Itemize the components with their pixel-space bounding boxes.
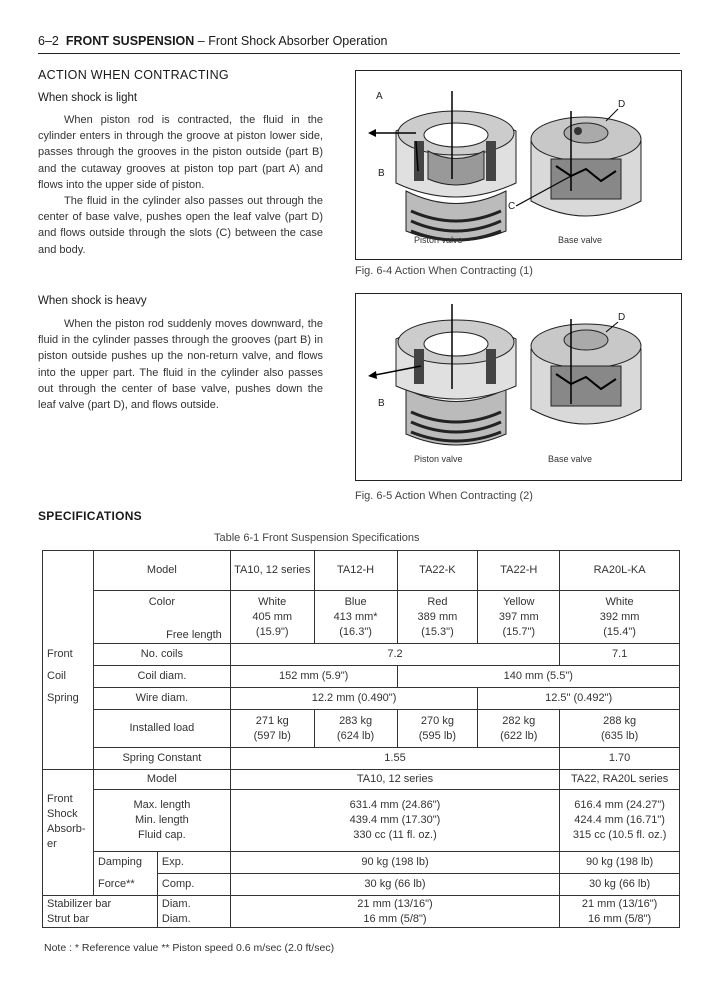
page-number: 6–2 xyxy=(38,34,59,48)
figure-6-4 xyxy=(355,70,682,260)
coils-value-a: 7.2 xyxy=(230,644,559,666)
bar-values-a: 21 mm (13/16") 16 mm (5/8") xyxy=(230,896,559,928)
max-length-label: Max. length xyxy=(133,799,191,811)
contracting-title: ACTION WHEN CONTRACTING xyxy=(38,68,229,82)
figure-6-5-illustration xyxy=(356,294,681,480)
shock-group-front: Front xyxy=(47,792,73,805)
coil-group-cell xyxy=(43,551,94,591)
heavy-paragraph-1: When the piston rod suddenly moves downward, the fluid in the cylinder passes through the grooves (part B) in piston outside pushes up the non-return valve, and flows into the upper part. The fluid in the cylinder also passes out through the center of base valve, pushes down the leaf valve (part D), and flows outside. xyxy=(38,318,323,412)
strut-bar-label: Strut bar xyxy=(47,912,90,925)
base-valve-drawing xyxy=(516,109,641,216)
coil-model-5: RA20L-KA xyxy=(560,551,680,591)
coil-spec-4: Yellow 397 mm (15.7") xyxy=(478,591,560,644)
coils-label: No. coils xyxy=(93,644,230,666)
figure-6-4-label-d: D xyxy=(618,99,626,110)
base-valve-drawing xyxy=(531,319,641,424)
figure-6-5-base-label: Base valve xyxy=(548,454,593,464)
wire-diam-label: Wire diam. xyxy=(93,688,230,710)
figure-6-4-illustration xyxy=(356,71,681,259)
coil-model-4: TA22-H xyxy=(478,551,560,591)
light-text xyxy=(38,112,323,258)
spring-constant-value-b: 1.70 xyxy=(560,748,680,770)
spring-constant-label: Spring Constant xyxy=(93,748,230,770)
table-row xyxy=(43,896,680,928)
section-subtitle: – Front Shock Absorber Operation xyxy=(194,34,388,48)
table-row xyxy=(43,710,680,748)
coil-diam-value-b: 140 mm (5.5") xyxy=(397,666,680,688)
damping-label: Damping xyxy=(93,852,157,874)
figure-6-5-piston-label: Piston valve xyxy=(414,454,463,464)
coil-spec-5: White 392 mm (15.4") xyxy=(560,591,680,644)
shock-dim-labels xyxy=(93,790,230,852)
table-row xyxy=(43,551,680,591)
figure-6-5 xyxy=(355,293,682,481)
load-3: 270 kg (595 lb) xyxy=(397,710,478,748)
table-row xyxy=(43,748,680,770)
table-row xyxy=(43,666,680,688)
figure-6-4-caption: Fig. 6-4 Action When Contracting (1) xyxy=(355,265,533,277)
coil-model-2: TA12-H xyxy=(314,551,397,591)
light-paragraph-2: The fluid in the cylinder also passes out through the center of base valve, pushes open the leaf valve (part D) and flows outside through the slots (C) between the case and body. xyxy=(38,195,323,256)
bar-diam-labels: Diam. Diam. xyxy=(157,896,230,928)
light-heading: When shock is light xyxy=(38,92,138,104)
specifications-table xyxy=(42,550,680,928)
coil-spec-3: Red 389 mm (15.3") xyxy=(397,591,478,644)
load-2: 283 kg (624 lb) xyxy=(314,710,397,748)
spring-constant-value-a: 1.55 xyxy=(230,748,559,770)
table-note: Note : * Reference value ** Piston speed 0.6 m/sec (2.0 ft/sec) xyxy=(44,942,335,954)
exp-value-b: 90 kg (198 lb) xyxy=(560,852,680,874)
shock-dim-values-a: 631.4 mm (24.86") 439.4 mm (17.30") 330 cc (11 fl. oz.) xyxy=(230,790,559,852)
table-row xyxy=(43,688,680,710)
wire-diam-value-a: 12.2 mm (0.490") xyxy=(230,688,478,710)
figure-6-4-piston-label: Piston valve xyxy=(414,235,463,245)
coil-diam-label: Coil diam. xyxy=(93,666,230,688)
exp-label: Exp. xyxy=(157,852,230,874)
load-4: 282 kg (622 lb) xyxy=(478,710,560,748)
free-length-label: Free length xyxy=(166,629,222,641)
shock-dim-values-b: 616.4 mm (24.27") 424.4 mm (16.71") 315 cc (10.5 fl. oz.) xyxy=(560,790,680,852)
coil-model-1: TA10, 12 series xyxy=(230,551,314,591)
exp-value-a: 90 kg (198 lb) xyxy=(230,852,559,874)
coil-group-front: Front xyxy=(43,644,94,666)
comp-value-b: 30 kg (66 lb) xyxy=(560,874,680,896)
table-row xyxy=(43,874,680,896)
specifications-title: SPECIFICATIONS xyxy=(38,509,142,523)
coil-model-3: TA22-K xyxy=(397,551,478,591)
coil-model-label: Model xyxy=(93,551,230,591)
table-row xyxy=(43,852,680,874)
figure-6-4-label-b: B xyxy=(378,168,385,179)
coil-group-spring: Spring xyxy=(43,688,94,710)
shock-model-a: TA10, 12 series xyxy=(230,770,559,790)
table-row xyxy=(43,770,680,790)
page-header xyxy=(38,34,387,48)
figure-6-4-label-c: C xyxy=(508,201,516,212)
header-rule xyxy=(38,53,680,54)
fluid-cap-label: Fluid cap. xyxy=(138,829,186,841)
coil-group-coil: Coil xyxy=(43,666,94,688)
figure-6-4-base-label: Base valve xyxy=(558,235,603,245)
figure-6-5-caption: Fig. 6-5 Action When Contracting (2) xyxy=(355,490,533,502)
load-5: 288 kg (635 lb) xyxy=(560,710,680,748)
table-row xyxy=(43,644,680,666)
heavy-heading: When shock is heavy xyxy=(38,295,147,307)
shock-model-label: Model xyxy=(93,770,230,790)
figure-6-4-label-a: A xyxy=(376,91,383,102)
color-freelength-label xyxy=(93,591,230,644)
coil-spec-2: Blue 413 mm* (16.3") xyxy=(314,591,397,644)
comp-value-a: 30 kg (66 lb) xyxy=(230,874,559,896)
coil-diam-value-a: 152 mm (5.9") xyxy=(230,666,397,688)
bar-labels xyxy=(43,896,158,928)
table-caption: Table 6-1 Front Suspension Specifications xyxy=(214,532,420,544)
figure-6-5-label-d: D xyxy=(618,312,626,323)
shock-group-er: er xyxy=(47,837,57,850)
color-label: Color xyxy=(148,596,176,608)
shock-group-absorb: Absorb- xyxy=(47,822,86,835)
figure-6-5-label-b: B xyxy=(378,398,385,409)
coils-value-b: 7.1 xyxy=(560,644,680,666)
force-label: Force** xyxy=(93,874,157,896)
section-title: FRONT SUSPENSION xyxy=(65,34,195,48)
piston-valve-drawing xyxy=(368,304,516,445)
min-length-label: Min. length xyxy=(134,814,189,826)
table-row xyxy=(43,591,680,644)
shock-group-shock: Shock xyxy=(47,807,78,820)
installed-load-label: Installed load xyxy=(93,710,230,748)
table-row xyxy=(43,790,680,852)
stabilizer-bar-label: Stabilizer bar xyxy=(47,897,112,910)
shock-model-b: TA22, RA20L series xyxy=(560,770,680,790)
wire-diam-value-b: 12.5" (0.492") xyxy=(478,688,680,710)
load-1: 271 kg (597 lb) xyxy=(230,710,314,748)
shock-group-cell xyxy=(43,790,94,852)
light-paragraph-1: When piston rod is contracted, the fluid in the cylinder enters in through the groove at piston lower side, passes through the grooves in the piston outside (part B) and the cutaway grooves at piston top part (part A) and flows into the upper side of piston. xyxy=(38,114,323,191)
heavy-text xyxy=(38,316,323,413)
bar-values-b: 21 mm (13/16") 16 mm (5/8") xyxy=(560,896,680,928)
piston-valve-drawing xyxy=(368,91,516,241)
coil-spec-1: White 405 mm (15.9") xyxy=(230,591,314,644)
comp-label: Comp. xyxy=(157,874,230,896)
